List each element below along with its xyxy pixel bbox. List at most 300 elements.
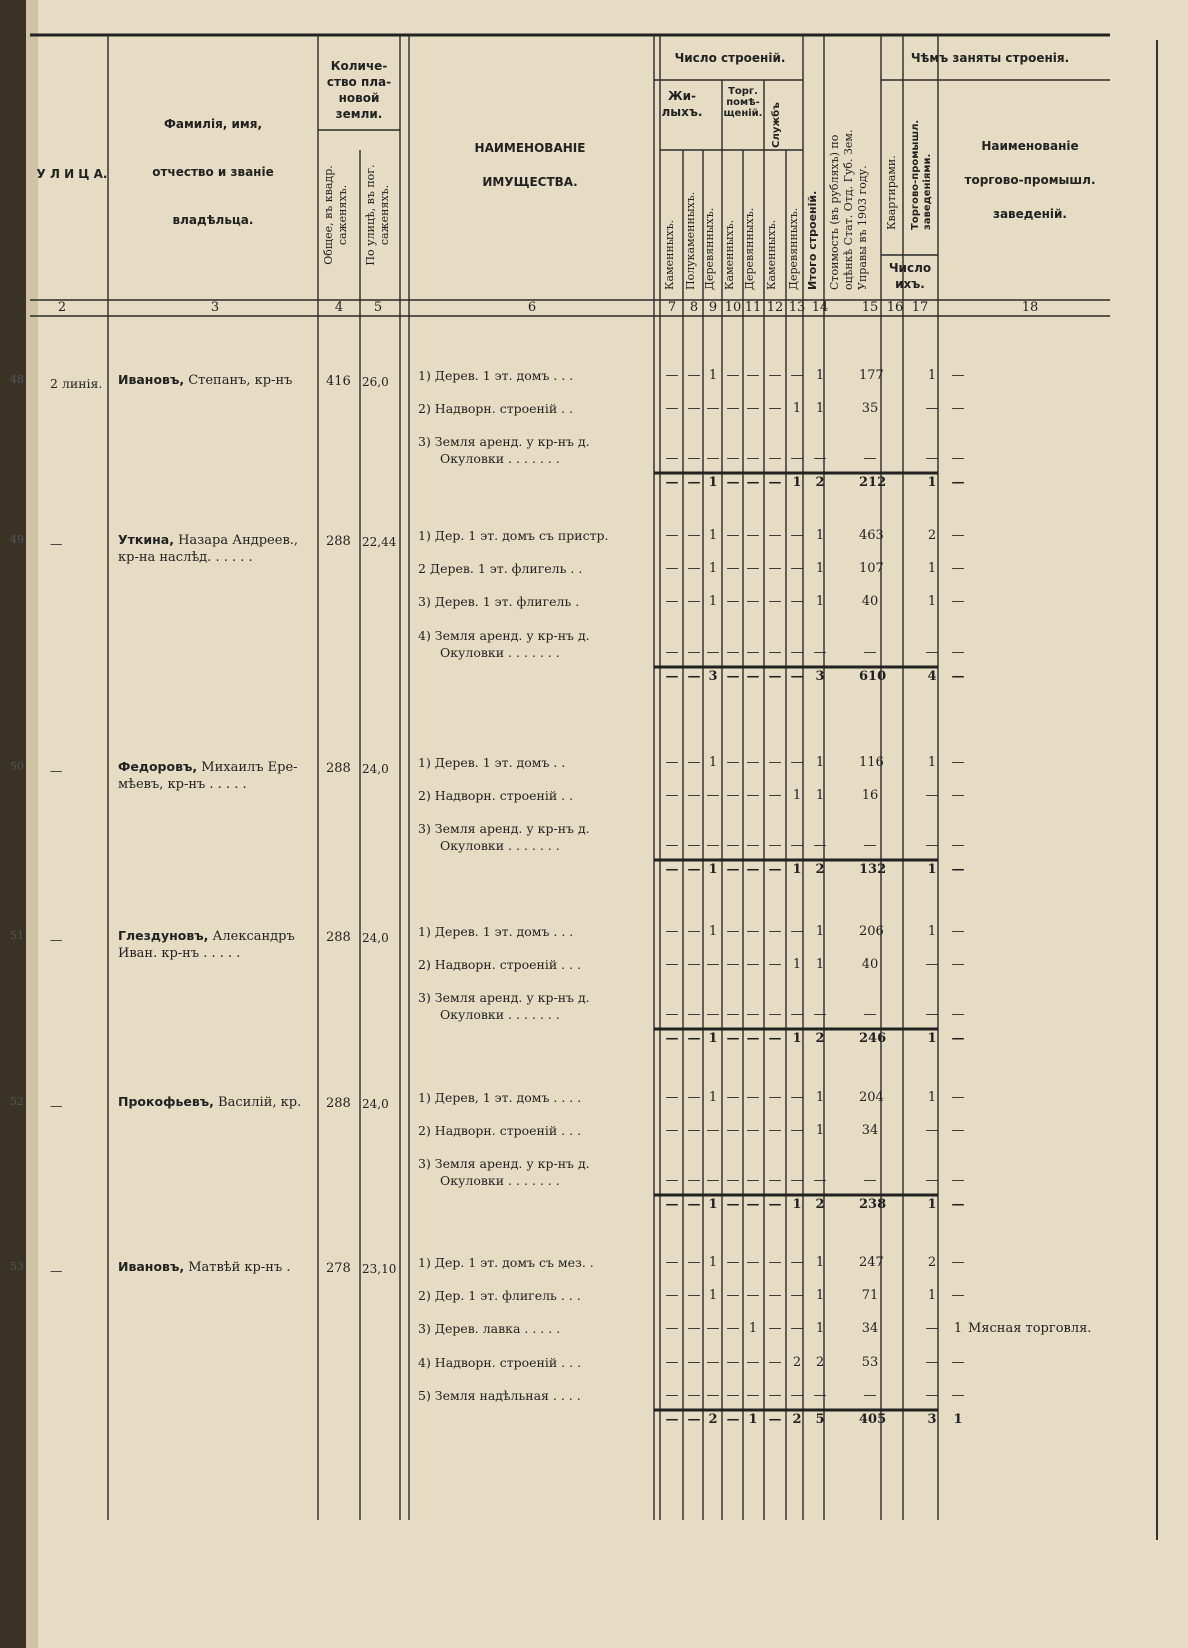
value-col-15: 34 [861, 1321, 879, 1336]
value-col-9: — [706, 1355, 720, 1370]
subtotal-col-8: — [687, 862, 701, 877]
value-col-16: 2 [927, 1255, 937, 1270]
value-col-12: — [768, 1355, 782, 1370]
value-col-7: — [665, 755, 679, 770]
value-col-10: — [726, 755, 740, 770]
value-col-10: — [726, 957, 740, 972]
value-col-13: — [790, 924, 804, 939]
column-number-9: 9 [708, 300, 718, 315]
value-col-7: — [665, 594, 679, 609]
column-number-2: 2 [57, 300, 67, 315]
value-col-10: — [726, 1388, 740, 1403]
value-col-13: — [790, 1007, 804, 1022]
margin-row-number: 50 [10, 760, 24, 773]
value-col-11: — [746, 1007, 760, 1022]
subtotal-col-8: — [687, 1412, 701, 1427]
owner-name-line-2: мѣевъ, кр-нъ . . . . . [118, 777, 247, 792]
land-frontage: 26,0 [362, 375, 389, 389]
value-col-11: — [746, 788, 760, 803]
header-owner-line-1: отчество и званіе [152, 165, 274, 179]
subtotal-col-13: 1 [792, 1031, 802, 1046]
subtotal-col-9: 1 [708, 862, 718, 877]
value-col-11: — [746, 1123, 760, 1138]
value-col-7: — [665, 1007, 679, 1022]
value-col-14: 1 [815, 368, 825, 383]
value-col-9: 1 [708, 755, 718, 770]
header-owner-line-2: владѣльца. [172, 213, 254, 227]
value-col-7: — [665, 788, 679, 803]
street-cell: — [50, 1098, 63, 1113]
value-col-10: — [726, 561, 740, 576]
owner-rest: Назара Андреев., [173, 533, 299, 548]
subtotal-col-15: 132 [859, 862, 887, 877]
value-col-14: 1 [815, 755, 825, 770]
subtotal-col-10: — [726, 1412, 740, 1427]
value-col-17: — [951, 1255, 965, 1270]
value-col-12: — [768, 1255, 782, 1270]
header-land-total-2: саженяхъ. [336, 184, 349, 246]
value-col-7: — [665, 924, 679, 939]
land-frontage: 24,0 [362, 1097, 389, 1111]
value-col-9: 1 [708, 1090, 718, 1105]
subtotal-col-15: 246 [859, 1031, 887, 1046]
property-item: 1) Дер. 1 эт. домъ съ пристр. [418, 528, 609, 543]
property-item: 2 Дерев. 1 эт. флигель . . [418, 561, 583, 576]
value-col-9: — [706, 645, 720, 660]
value-col-12: — [768, 528, 782, 543]
subtotal-col-7: — [665, 862, 679, 877]
value-col-12: — [768, 1173, 782, 1188]
value-col-15: — [863, 1173, 877, 1188]
subtotal-col-13: 1 [792, 862, 802, 877]
property-item-line-2: Окуловки . . . . . . . [440, 645, 560, 660]
value-col-15: 34 [861, 1123, 879, 1138]
header-land-line-3: земли. [335, 107, 383, 121]
land-area: 288 [326, 534, 351, 549]
value-col-17: — [951, 838, 965, 853]
land-area: 288 [326, 930, 351, 945]
value-col-8: — [687, 1388, 701, 1403]
header-property-2: ИМУЩЕСТВА. [482, 175, 578, 189]
subtotal-col-8: — [687, 1197, 701, 1212]
value-col-7: — [665, 1255, 679, 1270]
value-col-9: — [706, 1173, 720, 1188]
subtotal-col-12: — [768, 1412, 782, 1427]
value-col-13: — [790, 528, 804, 543]
value-col-9: — [706, 838, 720, 853]
subtotal-col-16: 1 [927, 862, 937, 877]
header-land-total: Общее, въ квадр. [322, 165, 335, 265]
column-number-13: 13 [788, 300, 806, 315]
subtotal-col-12: — [768, 1197, 782, 1212]
value-col-14: 1 [815, 957, 825, 972]
header-material-2: Деревянныхъ. [703, 207, 716, 290]
property-item: 4) Земля аренд. у кр-нъ д. [418, 628, 590, 643]
value-col-12: — [768, 957, 782, 972]
column-number-12: 12 [766, 300, 784, 315]
subtotal-col-9: 1 [708, 475, 718, 490]
value-col-10: — [726, 368, 740, 383]
value-col-8: — [687, 924, 701, 939]
value-col-15: 247 [859, 1255, 884, 1270]
subtotal-col-13: — [790, 669, 804, 684]
value-col-17: — [951, 368, 965, 383]
value-col-8: — [687, 368, 701, 383]
value-col-9: 1 [708, 924, 718, 939]
owner-surname: Федоровъ, [118, 759, 198, 774]
land-area: 416 [326, 374, 351, 389]
value-col-14: — [813, 838, 827, 853]
subtotal-col-12: — [768, 1031, 782, 1046]
value-col-11: — [746, 451, 760, 466]
header-value-line-2: Управы въ 1903 году. [856, 165, 869, 290]
subtotal-col-10: — [726, 669, 740, 684]
value-col-14: 1 [815, 528, 825, 543]
value-col-17: 1 [953, 1321, 963, 1336]
value-col-9: 1 [708, 528, 718, 543]
value-col-17: — [951, 1288, 965, 1303]
subtotal-col-16: 1 [927, 475, 937, 490]
column-number-3: 3 [210, 300, 220, 315]
subtotal-col-14: 2 [815, 1197, 825, 1212]
subtotal-col-12: — [768, 862, 782, 877]
column-number-4: 4 [334, 300, 344, 315]
street-cell: — [50, 932, 63, 947]
margin-row-number: 49 [10, 533, 24, 546]
subtotal-col-10: — [726, 475, 740, 490]
subtotal-col-11: — [746, 1197, 760, 1212]
header-value-line-1: оцѣнкѣ Стат. Отд. Губ. Зем. [842, 129, 855, 290]
header-land-street: По улицѣ, въ пог. [364, 164, 377, 266]
property-item: 1) Дерев, 1 эт. домъ . . . . [418, 1090, 582, 1105]
owner-name [118, 1259, 290, 1276]
subtotal-col-13: 2 [792, 1412, 802, 1427]
value-col-14: — [813, 1388, 827, 1403]
header-street: У Л И Ц А. [36, 167, 108, 181]
header-material-3: Каменныхъ. [723, 219, 736, 290]
value-col-13: 1 [792, 788, 802, 803]
value-col-7: — [665, 401, 679, 416]
value-col-12: — [768, 451, 782, 466]
value-col-13: — [790, 594, 804, 609]
header-apartments: Квартирами. [885, 155, 898, 230]
value-col-10: — [726, 1288, 740, 1303]
value-col-8: — [687, 451, 701, 466]
value-col-14: 1 [815, 561, 825, 576]
column-number-14: 14 [811, 300, 829, 315]
value-col-11: — [746, 1288, 760, 1303]
value-col-11: — [746, 401, 760, 416]
subtotal-col-11: — [746, 475, 760, 490]
value-col-15: — [863, 1388, 877, 1403]
land-area: 288 [326, 761, 351, 776]
value-col-17: — [951, 594, 965, 609]
owner-surname: Ивановъ, [118, 1259, 185, 1274]
value-col-12: — [768, 401, 782, 416]
column-number-18: 18 [1021, 300, 1039, 315]
value-col-9: 1 [708, 1255, 718, 1270]
value-col-16: — [925, 1007, 939, 1022]
owner-surname: Глездуновъ, [118, 928, 209, 943]
value-col-17: — [951, 1355, 965, 1370]
value-col-10: — [726, 528, 740, 543]
value-col-13: — [790, 1288, 804, 1303]
property-item: 2) Надворн. строеній . . . [418, 957, 582, 972]
value-col-14: 1 [815, 1090, 825, 1105]
value-col-7: — [665, 1355, 679, 1370]
value-col-17: — [951, 755, 965, 770]
property-item: 4) Надворн. строеній . . . [418, 1355, 582, 1370]
value-col-16: 1 [927, 594, 937, 609]
owner-name [118, 759, 298, 776]
value-col-10: — [726, 401, 740, 416]
owner-surname: Прокофьевъ, [118, 1094, 214, 1109]
value-col-12: — [768, 755, 782, 770]
value-col-8: — [687, 594, 701, 609]
value-col-7: — [665, 1321, 679, 1336]
value-col-8: — [687, 1090, 701, 1105]
value-col-17: — [951, 1173, 965, 1188]
subtotal-col-17: — [951, 1031, 965, 1046]
value-col-7: — [665, 838, 679, 853]
value-col-15: 53 [861, 1355, 879, 1370]
value-col-9: 1 [708, 594, 718, 609]
value-col-11: — [746, 1090, 760, 1105]
header-trade-line-2: щеній. [723, 108, 763, 119]
value-col-15: 16 [861, 788, 879, 803]
value-col-13: — [790, 1388, 804, 1403]
value-col-10: — [726, 1321, 740, 1336]
value-col-10: — [726, 1090, 740, 1105]
owner-rest: Степанъ, кр-нъ [184, 373, 293, 388]
subtotal-col-15: 610 [859, 669, 887, 684]
subtotal-col-8: — [687, 475, 701, 490]
value-col-9: — [706, 957, 720, 972]
value-col-13: — [790, 755, 804, 770]
owner-name [118, 928, 295, 945]
value-col-15: 177 [859, 368, 884, 383]
value-col-16: — [925, 788, 939, 803]
value-col-15: — [863, 1007, 877, 1022]
value-col-7: — [665, 1090, 679, 1105]
header-enterprise-line-0: Наименованіе [981, 139, 1079, 153]
street-cell: — [50, 536, 63, 551]
value-col-11: — [746, 368, 760, 383]
value-col-16: — [925, 1355, 939, 1370]
property-item: 1) Дерев. 1 эт. домъ . . . [418, 924, 574, 939]
subtotal-col-11: — [746, 669, 760, 684]
value-col-10: — [726, 788, 740, 803]
value-col-13: 2 [792, 1355, 802, 1370]
value-col-15: 71 [861, 1288, 879, 1303]
value-col-9: — [706, 401, 720, 416]
subtotal-col-10: — [726, 862, 740, 877]
column-number-7: 7 [667, 300, 677, 315]
value-col-14: — [813, 1007, 827, 1022]
subtotal-col-7: — [665, 475, 679, 490]
owner-rest: Матвѣй кр-нъ . [184, 1260, 291, 1275]
owner-rest: Александръ [208, 929, 295, 944]
value-col-7: — [665, 1388, 679, 1403]
value-col-8: — [687, 788, 701, 803]
value-col-16: — [925, 957, 939, 972]
subtotal-col-15: 212 [859, 475, 887, 490]
value-col-7: — [665, 451, 679, 466]
value-col-8: — [687, 1123, 701, 1138]
property-item: 3) Дерев. лавка . . . . . [418, 1321, 561, 1336]
value-col-10: — [726, 1255, 740, 1270]
value-col-12: — [768, 924, 782, 939]
value-col-13: 1 [792, 957, 802, 972]
value-col-8: — [687, 645, 701, 660]
value-col-16: 1 [927, 561, 937, 576]
value-col-14: 1 [815, 924, 825, 939]
value-col-15: 40 [861, 957, 879, 972]
value-col-11: 1 [748, 1321, 758, 1336]
header-count-2: ихъ. [895, 277, 925, 291]
value-col-14: 1 [815, 401, 825, 416]
property-item-line-2: Окуловки . . . . . . . [440, 1173, 560, 1188]
street-cell: 2 линія. [50, 376, 103, 391]
value-col-15: 40 [861, 594, 879, 609]
value-col-12: — [768, 1090, 782, 1105]
property-item: 3) Земля аренд. у кр-нъ д. [418, 990, 590, 1005]
header-value-line-0: Стоимость (въ рубляхъ) по [828, 134, 841, 290]
value-col-9: 1 [708, 1288, 718, 1303]
value-col-16: — [925, 1321, 939, 1336]
value-col-14: — [813, 451, 827, 466]
value-col-10: — [726, 1173, 740, 1188]
land-frontage: 23,10 [362, 1262, 397, 1276]
subtotal-col-14: 5 [815, 1412, 825, 1427]
value-col-10: — [726, 451, 740, 466]
column-number-11: 11 [744, 300, 762, 315]
value-col-17: — [951, 451, 965, 466]
value-col-17: — [951, 1090, 965, 1105]
value-col-13: — [790, 451, 804, 466]
value-col-13: — [790, 1321, 804, 1336]
value-col-12: — [768, 1007, 782, 1022]
subtotal-col-16: 3 [927, 1412, 937, 1427]
value-col-13: — [790, 561, 804, 576]
header-total-buildings: Итого строеній. [806, 190, 819, 290]
value-col-7: — [665, 368, 679, 383]
value-col-10: — [726, 594, 740, 609]
value-col-11: — [746, 1173, 760, 1188]
value-col-14: 2 [815, 1355, 825, 1370]
value-col-17: — [951, 1388, 965, 1403]
subtotal-col-9: 2 [708, 1412, 718, 1427]
land-frontage: 24,0 [362, 762, 389, 776]
value-col-12: — [768, 1388, 782, 1403]
value-col-10: — [726, 1355, 740, 1370]
value-col-13: — [790, 368, 804, 383]
value-col-8: — [687, 528, 701, 543]
column-number-5: 5 [373, 300, 383, 315]
value-col-16: — [925, 1388, 939, 1403]
owner-name [118, 532, 298, 549]
header-trade-line-0: Торг. [728, 86, 758, 97]
property-item: 3) Земля аренд. у кр-нъ д. [418, 821, 590, 836]
subtotal-col-16: 1 [927, 1197, 937, 1212]
value-col-12: — [768, 561, 782, 576]
land-frontage: 24,0 [362, 931, 389, 945]
owner-surname: Ивановъ, [118, 372, 185, 387]
property-item: 1) Дер. 1 эт. домъ съ мез. . [418, 1255, 594, 1270]
property-item: 2) Надворн. строеній . . [418, 401, 574, 416]
header-land-line-0: Количе- [330, 59, 388, 73]
value-col-10: — [726, 838, 740, 853]
subtotal-col-7: — [665, 1031, 679, 1046]
subtotal-col-13: 1 [792, 1197, 802, 1212]
value-col-15: 463 [859, 528, 884, 543]
value-col-16: — [925, 401, 939, 416]
margin-row-number: 48 [10, 373, 24, 386]
value-col-13: — [790, 838, 804, 853]
subtotal-col-17: 1 [953, 1412, 963, 1427]
margin-row-number: 52 [10, 1095, 24, 1108]
subtotal-col-11: 1 [748, 1412, 758, 1427]
value-col-17: — [951, 645, 965, 660]
owner-name [118, 372, 292, 389]
value-col-8: — [687, 561, 701, 576]
subtotal-col-9: 1 [708, 1197, 718, 1212]
value-col-12: — [768, 788, 782, 803]
value-col-14: 1 [815, 1123, 825, 1138]
subtotal-col-15: 405 [859, 1412, 887, 1427]
header-material-6: Деревянныхъ. [787, 207, 800, 290]
value-col-16: — [925, 1173, 939, 1188]
owner-name [118, 1094, 301, 1111]
subtotal-col-17: — [951, 1197, 965, 1212]
header-service: Службъ [771, 102, 782, 148]
value-col-15: 206 [859, 924, 884, 939]
property-item: 2) Надворн. строеній . . . [418, 1123, 582, 1138]
header-land-street-2: саженяхъ. [378, 184, 391, 246]
value-col-16: 1 [927, 924, 937, 939]
value-col-13: — [790, 1123, 804, 1138]
value-col-13: 1 [792, 401, 802, 416]
property-item-line-2: Окуловки . . . . . . . [440, 1007, 560, 1022]
subtotal-col-9: 3 [708, 669, 718, 684]
value-col-17: — [951, 788, 965, 803]
header-enterprise-line-2: заведеній. [992, 207, 1068, 221]
value-col-9: — [706, 1388, 720, 1403]
property-item: 5) Земля надѣльная . . . . [418, 1388, 581, 1403]
header-material-1: Полукаменныхъ. [684, 191, 697, 290]
value-col-14: 1 [815, 594, 825, 609]
value-col-8: — [687, 755, 701, 770]
subtotal-col-8: — [687, 1031, 701, 1046]
subtotal-col-7: — [665, 1412, 679, 1427]
subtotal-col-11: — [746, 862, 760, 877]
land-area: 288 [326, 1096, 351, 1111]
value-col-17: — [951, 924, 965, 939]
value-col-7: — [665, 957, 679, 972]
property-item: 3) Земля аренд. у кр-нъ д. [418, 1156, 590, 1171]
property-item: 1) Дерев. 1 эт. домъ . . [418, 755, 566, 770]
value-col-11: — [746, 528, 760, 543]
value-col-13: — [790, 1255, 804, 1270]
value-col-12: — [768, 1123, 782, 1138]
subtotal-col-10: — [726, 1031, 740, 1046]
land-frontage: 22,44 [362, 535, 397, 549]
value-col-8: — [687, 1173, 701, 1188]
value-col-12: — [768, 368, 782, 383]
subtotal-col-11: — [746, 1031, 760, 1046]
value-col-9: — [706, 1007, 720, 1022]
subtotal-col-8: — [687, 669, 701, 684]
